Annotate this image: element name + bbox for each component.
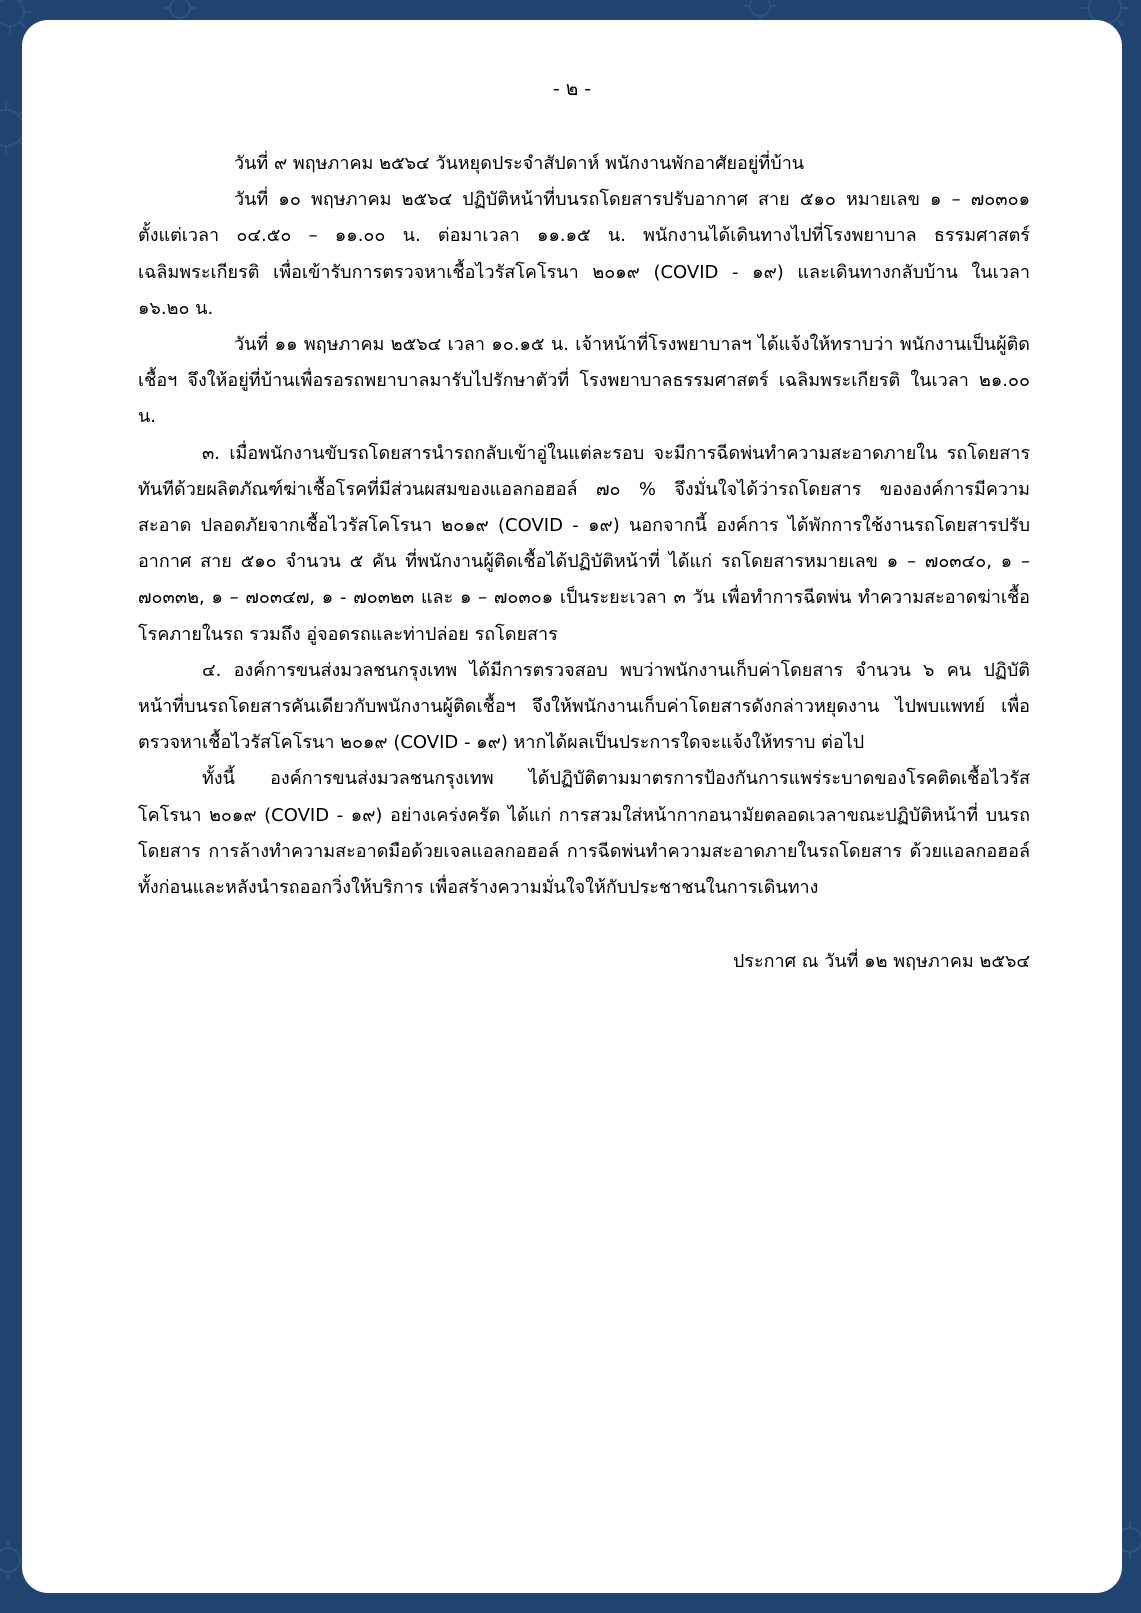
text-line: เฉลิมพระเกียรติ ในเวลา ๒๑.๐๐ น. (138, 370, 1030, 428)
text-line: ๓. เมื่อพนักงานขับรถโดยสารนำรถกลับเข้าอู่ในแต่ละรอบ จะมีการฉีดพ่นทำความสะอาดภายใน (202, 442, 938, 464)
announcement-date: ประกาศ ณ วันที่ ๑๒ พฤษภาคม ๒๕๖๔ (732, 951, 1030, 973)
text-line: วันที่ ๑๐ พฤษภาคม ๒๕๖๔ ปฏิบัติหน้าที่บนรถโดยสารปรับอากาศ สาย ๕๑๐ หมายเลข (234, 189, 920, 211)
text-line: ทั้งนี้ องค์การขนส่งมวลชนกรุงเทพ ได้ปฏิบัติตามมาตรการป้องกันการแพร่ระบาดของโรคติดเชื้อไวรัส (202, 768, 1030, 790)
text-line: วันที่ ๙ พฤษภาคม ๒๕๖๔ วันหยุดประจำสัปดาห์ พนักงานพักอาศัยอยู่ที่บ้าน (234, 153, 805, 174)
text-line: วันที่ ๑๑ พฤษภาคม ๒๕๖๔ เวลา ๑๐.๑๕ น. เจ้าหน้าที่โรงพยาบาลฯ ได้แจ้งให้ทราบว่า (234, 334, 894, 356)
paragraph-may-10 (138, 182, 1030, 327)
paragraph-item-4 (138, 653, 1030, 762)
text-line: ไปพบแพทย์ เพื่อตรวจหาเชื้อไวรัสโคโรนา ๒๐๑๙ (COVID - ๑๙) หากได้ผลเป็นประการใดจะแจ้งให้ทราบ (138, 696, 1030, 754)
text-line: พนักงานเป็นผู้ติดเชื้อฯ จึงให้อยู่ที่บ้านเพื่อรอรถพยาบาลมารับไปรักษาตัวที่ โรงพยาบาลธรรมศาสตร์ (138, 334, 1030, 392)
text-line: รถโดยสารหมายเลข ๑ – ๗๐๓๔๐, ๑ – ๗๐๓๓๒, ๑ – ๗๐๓๔๗, ๑ - ๗๐๓๒๓ และ ๑ – ๗๐๓๐๑ (138, 551, 1030, 609)
text-line: บนรถโดยสาร การล้างทำความสะอาดมือด้วยเจลแอลกอฮอล์ การฉีดพ่นทำความสะอาดภายในรถโดยสาร (138, 804, 1030, 862)
text-line: ๔. องค์การขนส่งมวลชนกรุงเทพ ได้มีการตรวจสอบ พบว่าพนักงานเก็บค่าโดยสาร จำนวน ๖ คน (202, 659, 972, 681)
text-line: รถโดยสาร (474, 623, 558, 645)
text-line: เป็นระยะเวลา ๓ วัน เพื่อทำการฉีดพ่น ทำความสะอาดฆ่าเชื้อโรคภายในรถ รวมถึง อู่จอดรถและท่าปล่อย (138, 587, 1030, 645)
paragraph-may-9 (138, 146, 1030, 182)
virus-icon (744, 0, 776, 22)
text-line: ธรรมศาสตร์เฉลิมพระเกียรติ เพื่อเข้ารับการตรวจหาเชื้อไวรัสโคโรนา ๒๐๑๙ (COVID - ๑๙) และเดินทางกลับบ้าน (138, 225, 1030, 283)
document-body (138, 146, 1030, 980)
text-line: ขององค์การมีความสะอาด ปลอดภัยจากเชื้อไวรัสโคโรนา ๒๐๑๙ (COVID - ๑๙) นอกจากนี้ องค์การ (138, 478, 1030, 537)
text-line: รถโดยสารทันทีด้วยผลิตภัณฑ์ฆ่าเชื้อโรคที่มีส่วนผสมของแอลกอฮอล์ ๗๐ % จึงมั่นใจได้ว่ารถโดยสาร (138, 442, 1030, 500)
page-number: - ๒ - (552, 78, 592, 100)
document-page (22, 20, 1122, 1593)
text-line: ด้วยแอลกอฮอล์ ทั้งก่อนและหลังนำรถออกวิ่งให้บริการ เพื่อสร้างความมั่นใจให้กับประชาชนในการเดินทาง (138, 840, 1030, 899)
text-line: ๑ – ๗๐๓๐๑ ตั้งแต่เวลา ๐๔.๕๐ – ๑๑.๐๐ น. ต่อมาเวลา ๑๑.๑๕ น. พนักงานได้เดินทางไปที่โรงพยาบาล (138, 189, 1030, 247)
text-line: ได้พักการใช้งานรถโดยสารปรับอากาศ สาย ๕๑๐ จำนวน ๕ คัน ที่พนักงานผู้ติดเชื้อได้ปฏิบัติหน้าที่ ได้แก่ (138, 515, 1030, 573)
text-line: โคโรนา ๒๐๑๙ (COVID - ๑๙) อย่างเคร่งครัด ได้แก่ การสวมใส่หน้ากากอนามัยตลอดเวลาขณะปฏิบัติหน้าที่ (138, 804, 979, 826)
text-line: ต่อไป (821, 732, 865, 754)
text-line: ปฏิบัติหน้าที่บนรถโดยสารคันเดียวกับพนักงานผู้ติดเชื้อฯ จึงให้พนักงานเก็บค่าโดยสารดังกล่าวหยุดงาน (138, 659, 1030, 718)
paragraph-may-11 (138, 327, 1030, 436)
text-line: ในเวลา ๑๖.๒๐ น. (138, 261, 1030, 319)
paragraph-item-3 (138, 436, 1030, 653)
paragraph-conclusion (138, 761, 1030, 906)
